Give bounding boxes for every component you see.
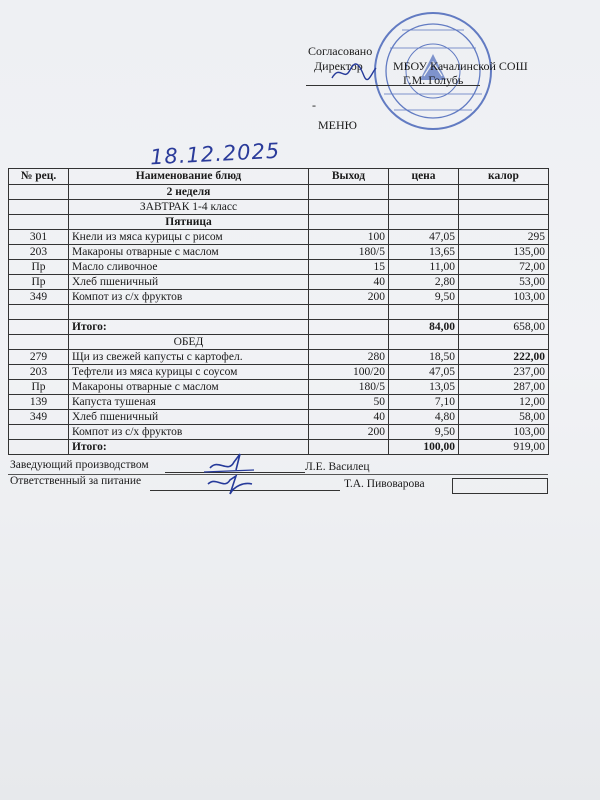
lunch-total-cal: 919,00 (459, 440, 549, 455)
header-price: цена (389, 169, 459, 185)
cell-name: Щи из свежей капусты с картофел. (69, 350, 309, 365)
table-row (9, 425, 549, 440)
cell-cal: 295 (459, 230, 549, 245)
lunch-title: ОБЕД (69, 335, 309, 350)
cell-price: 7,10 (389, 395, 459, 410)
cell-cal: 135,00 (459, 245, 549, 260)
table-row (9, 275, 549, 290)
cell-cal: 237,00 (459, 365, 549, 380)
cell-rec: 203 (9, 245, 69, 260)
breakfast-total-price: 84,00 (389, 320, 459, 335)
breakfast-total-cal: 658,00 (459, 320, 549, 335)
breakfast-total-row (9, 320, 549, 335)
header-name: Наименование блюд (69, 169, 309, 185)
cell-rec: 203 (9, 365, 69, 380)
menu-table (8, 168, 549, 455)
head-of-production-name: Л.Е. Василец (305, 461, 370, 473)
cell-out: 100/20 (309, 365, 389, 380)
day-label: Пятница (69, 215, 309, 230)
approval-dash: - (312, 98, 316, 112)
cell-rec: 279 (9, 350, 69, 365)
table-row (9, 260, 549, 275)
cell-cal: 103,00 (459, 290, 549, 305)
table-row (9, 395, 549, 410)
cell-price: 18,50 (389, 350, 459, 365)
lunch-total-price: 100,00 (389, 440, 459, 455)
cell-price: 4,80 (389, 410, 459, 425)
header-rec: № рец. (9, 169, 69, 185)
table-row (9, 230, 549, 245)
table-row (9, 410, 549, 425)
approval-director: Директор (314, 59, 363, 73)
breakfast-title: ЗАВТРАК 1-4 класс (69, 200, 309, 215)
cell-rec: 301 (9, 230, 69, 245)
cell-price: 9,50 (389, 290, 459, 305)
cell-name: Макароны отварные с маслом (69, 380, 309, 395)
cell-out: 200 (309, 290, 389, 305)
cell-out: 200 (309, 425, 389, 440)
header-out: Выход (309, 169, 389, 185)
approval-director-name: Г.М. Голубь (403, 73, 464, 87)
approval-agreed: Согласовано (308, 44, 373, 58)
lunch-total-label: Итого: (69, 440, 309, 455)
cell-name: Макароны отварные с маслом (69, 245, 309, 260)
cell-out: 280 (309, 350, 389, 365)
cell-name: Тефтели из мяса курицы с соусом (69, 365, 309, 380)
cell-price: 9,50 (389, 425, 459, 440)
head-of-production-label: Заведующий производством (10, 459, 149, 471)
cell-out: 180/5 (309, 245, 389, 260)
cell-price: 47,05 (389, 230, 459, 245)
director-signature (330, 62, 378, 84)
week-label: 2 неделя (69, 185, 309, 200)
cell-cal: 287,00 (459, 380, 549, 395)
cell-name: Компот из с/х фруктов (69, 290, 309, 305)
cell-price: 2,80 (389, 275, 459, 290)
cell-name: Капуста тушеная (69, 395, 309, 410)
cell-out: 40 (309, 410, 389, 425)
cell-rec: 349 (9, 410, 69, 425)
table-row (9, 380, 549, 395)
table-header-row (9, 169, 549, 185)
cell-cal: 58,00 (459, 410, 549, 425)
table-row (9, 245, 549, 260)
cell-out: 50 (309, 395, 389, 410)
cell-cal: 12,00 (459, 395, 549, 410)
cell-rec: Пр (9, 260, 69, 275)
header-cal: калор (459, 169, 549, 185)
cell-rec: 349 (9, 290, 69, 305)
responsible-label: Ответственный за питание (10, 475, 142, 487)
cell-out: 40 (309, 275, 389, 290)
approval-school: МБОУ Качалинской СОШ (393, 59, 528, 73)
cell-price: 11,00 (389, 260, 459, 275)
table-row (9, 365, 549, 380)
cell-cal: 72,00 (459, 260, 549, 275)
cell-price: 13,65 (389, 245, 459, 260)
menu-heading: МЕНЮ (318, 118, 357, 132)
lunch-total-row (9, 440, 549, 455)
cell-name: Масло сливочное (69, 260, 309, 275)
cell-cal: 222,00 (459, 350, 549, 365)
cell-price: 13,05 (389, 380, 459, 395)
cell-out: 100 (309, 230, 389, 245)
cell-name: Компот из с/х фруктов (69, 425, 309, 440)
cell-out: 15 (309, 260, 389, 275)
cell-cal: 53,00 (459, 275, 549, 290)
signatures (200, 452, 260, 496)
responsible-name: Т.А. Пивоварова (344, 478, 425, 490)
empty-cell (452, 478, 548, 494)
table-row (9, 350, 549, 365)
table-row (9, 290, 549, 305)
cell-name: Кнели из мяса курицы с рисом (69, 230, 309, 245)
cell-out: 180/5 (309, 380, 389, 395)
handwritten-date: 18.12.2025 (149, 138, 281, 170)
cell-name: Хлеб пшеничный (69, 410, 309, 425)
cell-cal: 103,00 (459, 425, 549, 440)
cell-rec: 139 (9, 395, 69, 410)
cell-price: 47,05 (389, 365, 459, 380)
cell-name: Хлеб пшеничный (69, 275, 309, 290)
breakfast-total-label: Итого: (69, 320, 309, 335)
cell-rec: Пр (9, 380, 69, 395)
cell-rec: Пр (9, 275, 69, 290)
cell-rec (9, 425, 69, 440)
